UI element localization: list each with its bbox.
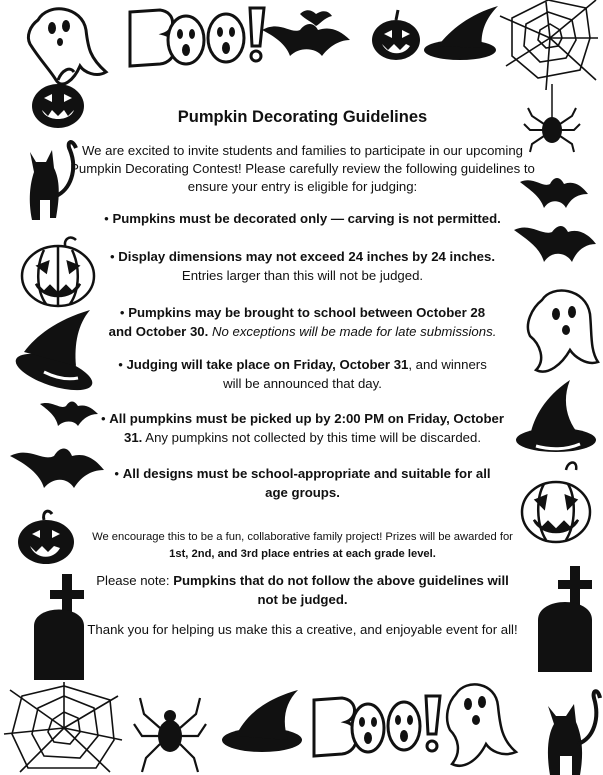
tombstone-icon <box>538 566 592 672</box>
witch-hat-icon <box>424 6 498 60</box>
thank-you-line: Thank you for helping us make this a creative, and enjoyable event for all! <box>87 622 518 637</box>
intro-paragraph: We are excited to invite students and families to participate in our upcoming Pumpkin Decorating Contest! Please carefully review the following guidelines to ensure your entry is eligible for judging: <box>70 143 535 194</box>
encouragement-paragraph: We encourage this to be a fun, collaborative family project! Prizes will be awarded for 1st, 2nd, and 3rd place entries at each grade level. <box>92 531 513 560</box>
boo-lettering-icon <box>130 8 264 66</box>
jack-o-lantern-icon <box>18 511 74 564</box>
jack-o-lantern-icon <box>372 10 420 60</box>
ghost-icon <box>28 9 106 84</box>
bat-icon <box>262 10 350 56</box>
spider-icon <box>134 698 206 772</box>
guideline-item: • Pumpkins may be brought to school between October 28 and October 30. No exceptions will be made for late submissions. <box>108 305 497 339</box>
witch-hat-icon <box>222 690 302 752</box>
guideline-item: • All designs must be school-appropriate and suitable for all age groups. <box>114 466 491 500</box>
guideline-item: • Pumpkins must be decorated only — carving is not permitted. <box>104 211 501 226</box>
guideline-item: • All pumpkins must be picked up by 2:00 PM on Friday, October 31. Any pumpkins not collected by this time will be discarded. <box>101 411 504 445</box>
note-paragraph: Please note: Pumpkins that do not follow the above guidelines will not be judged. <box>96 573 509 607</box>
ghost-icon <box>447 684 516 765</box>
guideline-item: • Judging will take place on Friday, October 31, and winners will be announced that day. <box>118 357 487 391</box>
page-title: Pumpkin Decorating Guidelines <box>177 108 428 126</box>
ghost-icon <box>528 291 598 372</box>
black-cat-icon <box>548 691 600 775</box>
spider-web-icon <box>4 682 122 772</box>
boo-lettering-icon <box>314 696 440 756</box>
spider-web-icon <box>500 0 598 90</box>
guideline-item: • Display dimensions may not exceed 24 inches by 24 inches. Entries larger than this will not be judged. <box>109 249 495 283</box>
